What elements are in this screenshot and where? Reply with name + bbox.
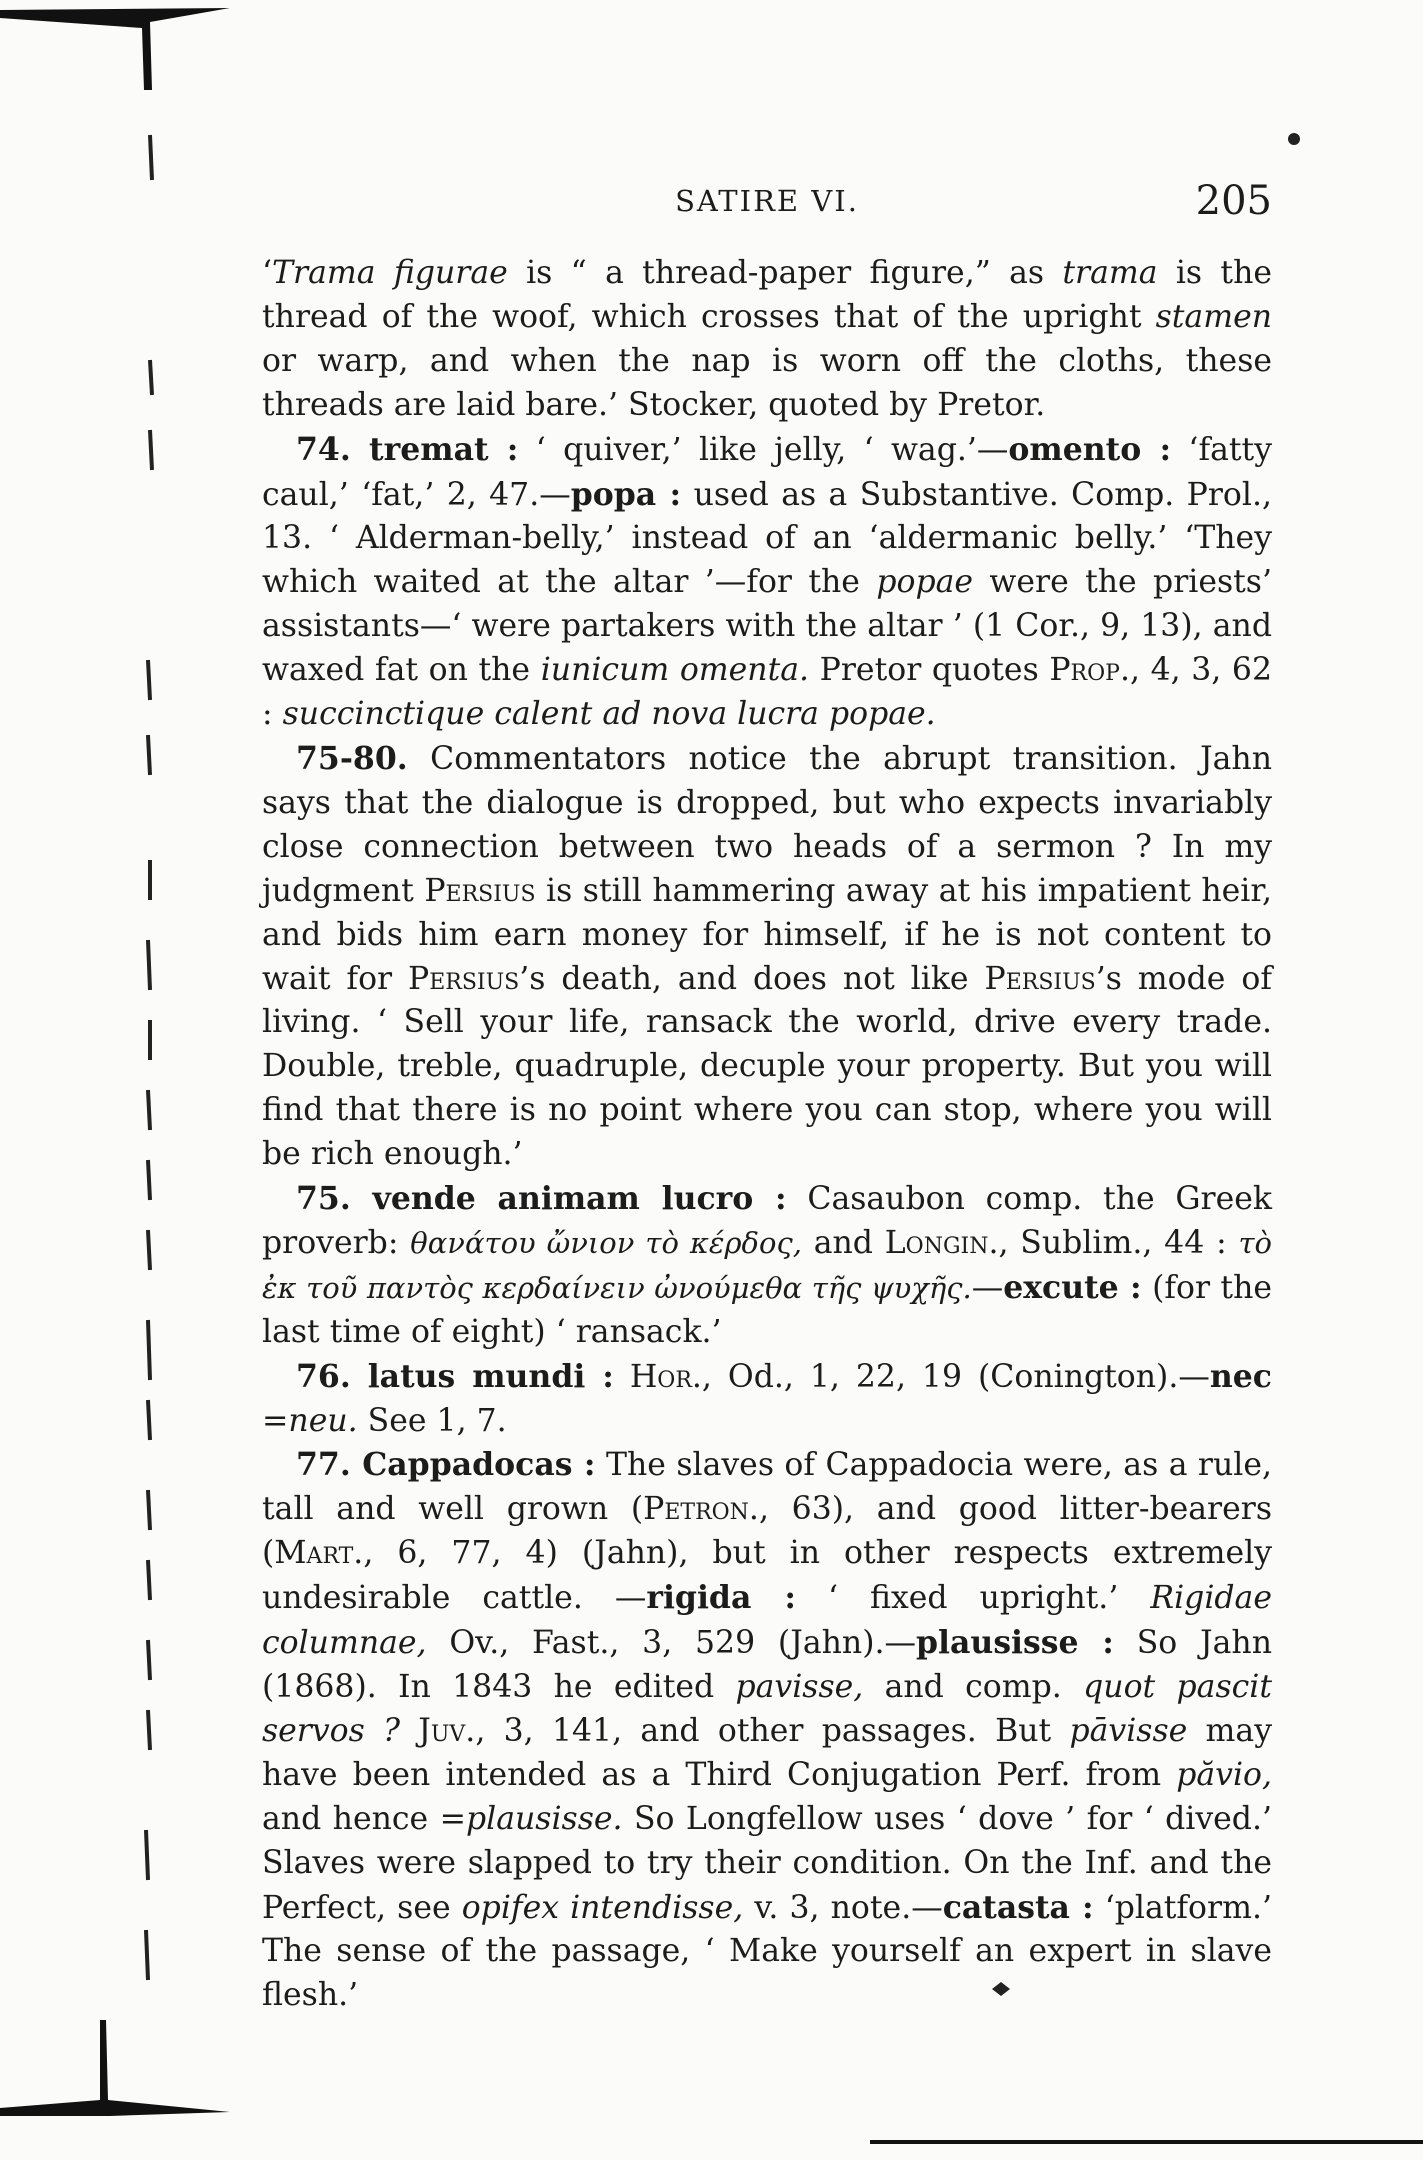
latin-term: stamen xyxy=(1155,298,1272,335)
lemma: 75. vende animam lucro : xyxy=(296,1180,787,1218)
print-speck xyxy=(1287,132,1301,146)
ornament-mark xyxy=(990,1980,1012,1998)
latin-term: popae xyxy=(876,564,974,601)
latin-term: plausisse. xyxy=(465,1800,623,1837)
latin-quote: quot pascit servos ? xyxy=(262,1669,1272,1749)
page-header xyxy=(262,178,1272,228)
top-corner-mark xyxy=(0,8,230,90)
lemma: rigida : xyxy=(646,1579,796,1617)
latin-term: pāvisse xyxy=(1069,1712,1188,1749)
lemma: 74. tremat : xyxy=(296,430,519,468)
note-paragraph-trama: ‘Trama figurae is “ a thread-paper figure,” as trama is the thread of the woof, which crosses that of the upright stamen or warp, and when the nap is worn off the cloths, these threads are laid bare.’ Stocker, quoted by Pretor. xyxy=(262,255,1273,423)
lemma: omento : xyxy=(1008,430,1172,468)
latin-term: pavisse, xyxy=(735,1669,864,1705)
lemma: popa : xyxy=(570,475,682,513)
page-number: 205 xyxy=(1195,178,1272,224)
latin-term: opifex intendisse, xyxy=(461,1889,744,1926)
author-abbrev: Longin. xyxy=(884,1224,999,1261)
lemma: 76. latus mundi : xyxy=(296,1357,614,1395)
latin-term: iunicum omenta. xyxy=(540,652,810,689)
note-77: 77. Cappadocas : The slaves of Cappadocia were, as a rule, tall and well grown (Petron., 63), and good litter-bearers (Mart., 6, 77, 4) (Jahn), but in other respects extremely undesirable cattle. —rigida : ‘ fixed upright.’ Rigidae columnae, Ov., Fast., 3, 529 (Jahn).—plausisse : So Jahn (1868). In 1843 he edited pavisse, and comp. quot pascit servos ? Juv., 3, 141, and other passages. But pāvisse may have been intended as a Third Conjugation Perf. from păvio, and hence =plausisse. So Longfellow uses ‘ dove ’ for ‘ dived.’ Slaves were slapped to try their condition. On the Inf. and the Perfect, see opifex intendisse, v. 3, note.—catasta : ‘platform.’ The sense of the passage, ‘ Make yourself an expert in slave flesh.’ xyxy=(262,1446,1273,2014)
author-name: Persius xyxy=(984,960,1096,997)
author-abbrev: Prop. xyxy=(1049,652,1130,689)
author-abbrev: Hor. xyxy=(629,1358,702,1395)
author-abbrev: Mart. xyxy=(274,1535,364,1572)
author-name: Persius xyxy=(408,960,520,997)
author-abbrev: Petron. xyxy=(643,1491,759,1528)
bottom-corner-mark xyxy=(0,2020,230,2116)
latin-term: Rigidae columnae, xyxy=(262,1580,1272,1662)
lemma: excute : xyxy=(1003,1268,1142,1306)
note-76: 76. latus mundi : Hor., Od., 1, 22, 19 (Conington).—nec =neu. See 1, 7. xyxy=(262,1357,1272,1439)
latin-term: neu. xyxy=(288,1402,358,1439)
latin-term: păvio, xyxy=(1176,1756,1272,1793)
lemma: nec xyxy=(1209,1357,1272,1395)
greek-proverb: θανάτου ὤνιον τὸ κέρδος, xyxy=(410,1225,802,1260)
latin-quote: succinctique calent ad nova lucra popae. xyxy=(282,696,936,733)
note-74: 74. tremat : ‘ quiver,’ like jelly, ‘ wag.’—omento : ‘fatty caul,’ ‘fat,’ 2, 47.—popa : used as a Substantive. Comp. Prol., 13. ‘ Alderman-belly,’ instead of an ‘aldermanic belly.’ ‘They which waited at the altar ’—for the popae were the priests’ assistants—‘ were partakers with the altar ’ (1 Cor., 9, 13), and waxed fat on the iunicum omenta. Pretor quotes Prop., 4, 3, 62 : succinctique calent ad nova lucra popae. xyxy=(262,430,1273,733)
footer-rule xyxy=(870,2138,1423,2146)
greek-quote: τὸ ἐκ τοῦ παντὸς κερδαίνειν ὠνούμεθα τῆς ψυχῆς. xyxy=(262,1225,1272,1305)
lemma: 77. Cappadocas : xyxy=(296,1446,596,1484)
lemma: 75-80. xyxy=(296,739,408,777)
lemma: plausisse : xyxy=(916,1624,1114,1662)
note-75: 75. vende animam lucro : Casaubon comp. the Greek proverb: θανάτου ὤνιον τὸ κέρδος, and Longin., Sublim., 44 : τὸ ἐκ τοῦ παντὸς κερδαίνειν ὠνούμεθα τῆς ψυχῆς.—excute : (for the last time of eight) ‘ ransack.’ xyxy=(262,1180,1273,1350)
lemma: catasta : xyxy=(942,1888,1094,1926)
latin-term: trama xyxy=(1062,255,1158,291)
note-75-80: 75-80. Commentators notice the abrupt transition. Jahn says that the dialogue is dropped, but who expects invariably close connection between two heads of a sermon ? In my judgment Persius is still hammering away at his impatient heir, and bids him earn money for himself, if he is not content to wait for Persius’s death, and does not like Persius’s mode of living. ‘ Sell your life, ransack the world, drive every trade. Double, treble, quadruple, decuple your property. But you will find that there is no point where you can stop, where you will be rich enough.’ xyxy=(262,739,1273,1173)
author-name: Persius xyxy=(424,872,536,909)
running-title: SATIRE VI. xyxy=(675,184,859,218)
author-abbrev: Juv. xyxy=(418,1712,476,1749)
commentary-body xyxy=(262,252,1272,2018)
margin-ticks xyxy=(146,135,152,1980)
latin-term: Trama figurae xyxy=(272,255,508,291)
left-margin-binding-marks xyxy=(0,0,230,2160)
